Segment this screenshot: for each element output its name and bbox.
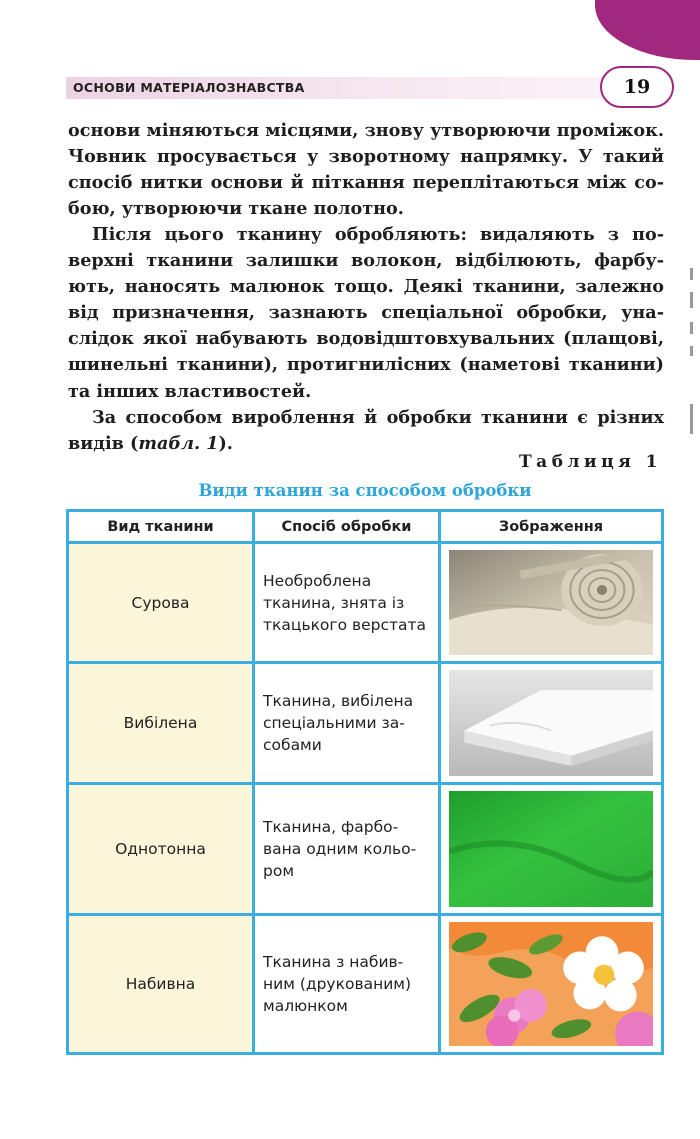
edge-mark [690, 268, 693, 280]
table-row-process: Тканина, вибілена спеціальними за- собами [255, 664, 438, 782]
table-title: Види тканин за способом обробки [198, 481, 532, 500]
text-line: бою, утворюючи ткане полотно. [68, 198, 404, 220]
edge-mark [690, 292, 693, 308]
table-row-kind: Набивна [69, 916, 252, 1052]
text-line: верхні тканини залишки волокон, відбілюють, фарбу- [68, 250, 664, 272]
table-row-process: Необроблена тканина, знята із ткацького верстата [255, 544, 438, 661]
paragraph-3 [68, 405, 664, 457]
edge-mark [690, 346, 693, 356]
text-line: ють, наносять малюнок тощо. Деякі тканини, залежно [68, 276, 664, 298]
corner-decoration [595, 0, 700, 60]
plain-green-fabric-image [441, 785, 661, 913]
table-row-kind: Сурова [69, 544, 252, 661]
edge-mark [690, 322, 693, 334]
column-header-kind: Вид тканини [69, 512, 252, 541]
text-line: основи міняються місцями, знову утворюючи проміжок. [68, 120, 664, 141]
text-line: За способом вироблення й обробки тканини є різних [92, 407, 664, 428]
raw-fabric-roll-image [441, 544, 661, 661]
column-header-image: Зображення [441, 512, 661, 541]
page-number: 19 [600, 66, 674, 108]
table-row-kind: Вибілена [69, 664, 252, 782]
text-line: слідок якої набувають водовідштовхувальних (плащові, [68, 328, 664, 350]
printed-flower-fabric-image [441, 916, 661, 1052]
edge-mark [690, 404, 693, 434]
column-header-process: Спосіб обробки [255, 512, 438, 541]
paragraph-2 [68, 222, 664, 405]
text-line: видів (табл. 1). [68, 433, 233, 455]
text-line: Після цього тканину обробляють: видаляють з по- [92, 224, 664, 245]
table-row-process: Тканина, фарбо- вана одним кольо- ром [255, 785, 438, 913]
fabric-types-table [66, 509, 664, 1055]
text-line: спосіб нитки основи й піткання переплітаються між со- [68, 172, 664, 194]
section-title: ОСНОВИ МАТЕРІАЛОЗНАВСТВА [73, 80, 305, 95]
text-line: та інших властивостей. [68, 380, 312, 402]
table-row-process: Тканина з набив- ним (друкованим) малюнком [255, 916, 438, 1052]
table-row-kind: Однотонна [69, 785, 252, 913]
text-line: шинельні тканини), протигнилісних (наметові тканини) [68, 354, 664, 376]
table-reference: табл. 1 [138, 433, 219, 455]
table-label: Таблиця 1 [519, 452, 662, 472]
text-line: Човник просувається у зворотному напрямку. У такий [68, 146, 664, 168]
text-line: від призначення, зазнають спеціальної обробки, уна- [68, 302, 664, 324]
bleached-fabric-image [441, 664, 661, 782]
paragraph-1 [68, 118, 664, 222]
